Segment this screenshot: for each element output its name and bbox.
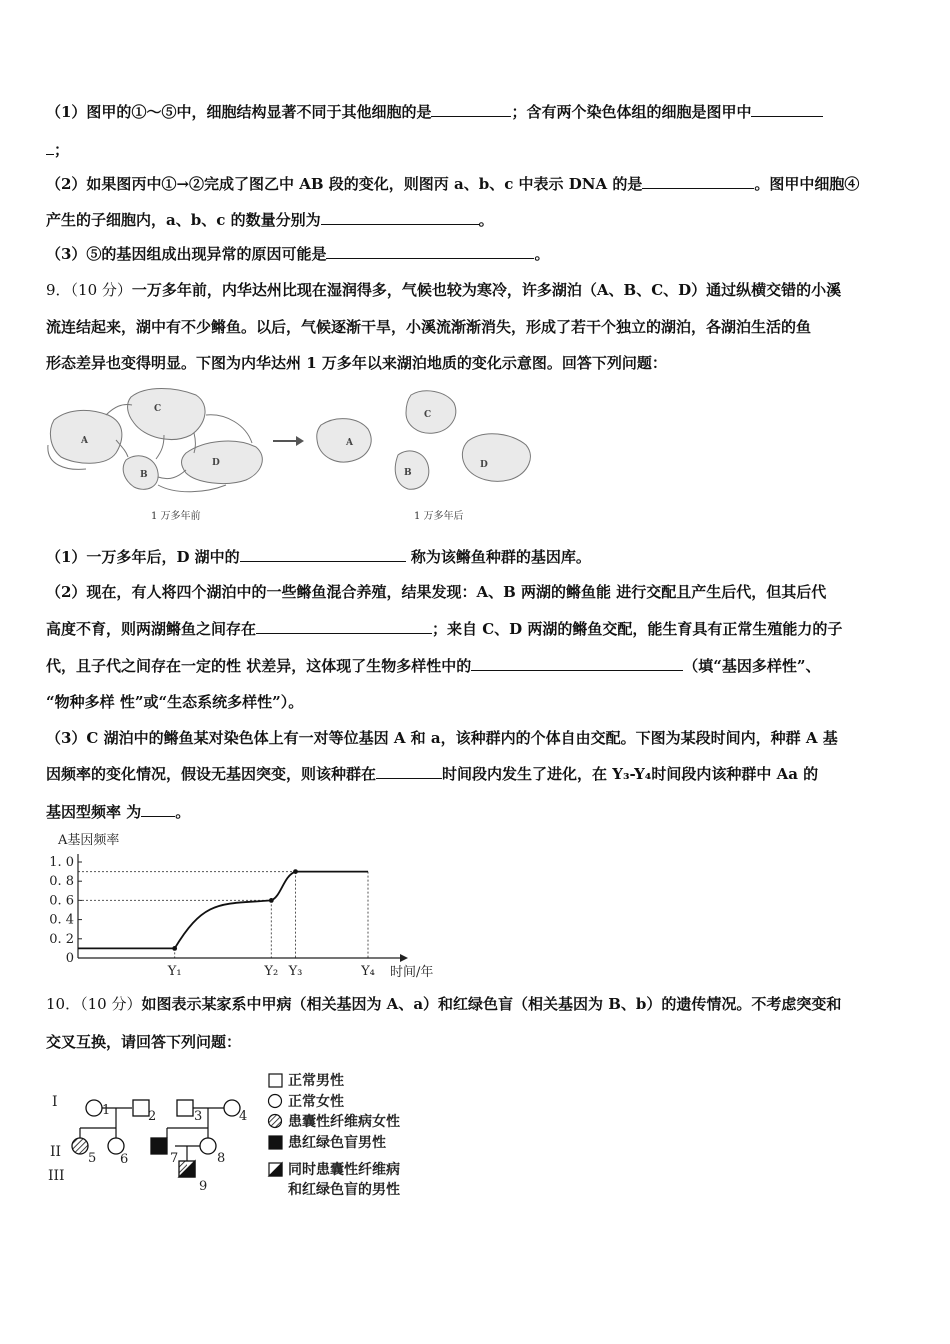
answer-blank[interactable] [751,102,823,117]
individual-3-male [177,1100,193,1116]
individual-number: 5 [88,1151,97,1166]
q9-sub2-text-d: 代，且子代之间存在一定的性 状差异，这体现了生物多样性中的 [46,657,472,675]
individual-4-female [224,1100,240,1116]
q9-intro-line1 [46,280,841,300]
q9-sub1-text: （1）一万多年后，D 湖中的 [46,548,240,566]
q10-intro-line1 [46,994,841,1014]
q9-sub2-text-e: （填“基因多样性”、 [683,657,821,675]
generation-label: I [52,1094,58,1110]
q10-intro-text-2: 交叉互换，请回答下列问题： [46,1033,242,1051]
individual-number: 8 [217,1151,226,1166]
q8-part2-end: 。 [478,211,494,229]
legend-label: 患红绿色盲男性 [288,1135,386,1151]
answer-blank[interactable] [240,547,406,562]
map-caption-after: 1 万多年后 [414,511,464,522]
answer-blank[interactable] [256,619,432,634]
y-tick-label: 0 [65,951,74,966]
q9-number: 9． [46,281,71,299]
q8-part1-text-b: ；含有两个染色体组的细胞是图甲中 [511,103,752,121]
q8-part1 [46,102,823,122]
individual-number: 4 [239,1109,248,1124]
q9-score: （10 分） [70,281,132,299]
q8-part2 [46,174,859,194]
y-tick-label: 1. 0 [49,855,74,870]
q9-intro-line2 [46,317,811,337]
q10-number: 10． [46,995,81,1013]
q9-sub3-line2 [46,764,818,784]
q9-intro-text: 一万多年前，内华达州比现在湿润得多，气候也较为寒冷，许多湖泊（A、B、C、D）通过纵横交错的小溪 [131,281,842,299]
q9-sub3-text-b: 因频率的变化情况，假设无基因突变，则该种群在 [46,765,377,783]
x-axis-arrow-icon [400,954,408,962]
answer-blank[interactable] [326,244,534,259]
legend-label: 同时患囊性纤维病 [288,1162,400,1178]
arrow-icon [273,436,304,446]
legend-label: 和红绿色盲的男性 [288,1182,400,1198]
individual-number: 9 [199,1179,208,1194]
x-tick-label: Y₁ [167,964,182,979]
legend-colorblind-male-icon [269,1136,282,1149]
legend-label: 正常男性 [288,1073,344,1089]
q8-part2-text-b: 。图甲中细胞④ [754,175,860,193]
q8-part2-text: （2）如果图丙中①→②完成了图乙中 AB 段的变化，则图丙 a、b、c 中表示 DNA 的是 [46,175,643,193]
q10-intro-line2 [46,1032,241,1052]
individual-number: 2 [148,1109,157,1124]
q8-part3-end: 。 [534,245,550,263]
individual-number: 6 [120,1152,129,1167]
q9-sub3-text-d: 基因型频率 为 [46,803,142,821]
q9-sub2-line1 [46,582,826,602]
individual-number: 7 [170,1151,179,1166]
series-line [78,872,368,949]
q9-sub2-text-b: 高度不育，则两湖鳉鱼之间存在 [46,620,257,638]
legend-affected-female-icon [269,1115,282,1128]
individual-7-colorblind-male [151,1138,167,1154]
lake-a-label-after: A [346,438,353,448]
x-tick-label: Y₃ [288,964,303,979]
q9-sub2-line2 [46,619,842,639]
lake-map-figure [46,385,546,530]
individual-number: 1 [102,1103,111,1118]
q9-sub3-text: （3）C 湖泊中的鳉鱼某对染色体上有一对等位基因 A 和 a，该种群内的个体自由交配。下图为某段时间内，种群 A 基 [46,729,838,747]
lake-d-label: D [212,458,220,468]
q9-intro-text-3: 形态差异也变得明显。下图为内华达州 1 万多年以来湖泊地质的变化示意图。回答下列问题： [46,354,667,372]
x-tick-label: Y₂ [264,964,279,979]
map-caption-before: 1 万多年前 [151,511,201,522]
legend-normal-female-icon [269,1095,282,1108]
q8-part3-text: （3）⑤的基因组成出现异常的原因可能是 [46,245,327,263]
data-point [269,898,274,903]
q9-sub2-text-f: “物种多样 性”或“生态系统多样性”）。 [46,693,304,711]
generation-label: III [48,1168,65,1184]
individual-number: 3 [194,1109,203,1124]
individual-2-male [133,1100,149,1116]
data-point [172,946,177,951]
lake-c-label-after: C [424,410,432,420]
q9-sub2-text-c: ；来自 C、D 两湖的鳉鱼交配，能生育具有正常生殖能力的子 [432,620,843,638]
q9-sub3-text-c: 时间段内发生了进化，在 Y₃-Y₄时间段内该种群中 Aa 的 [442,765,819,783]
q9-intro-line3 [46,353,667,373]
q9-sub3-line3 [46,802,190,822]
y-tick-label: 0. 8 [49,874,74,890]
individual-5-affected-female [72,1138,88,1154]
pedigree-figure [44,1064,444,1204]
q9-sub1-text-b: 称为该鳉鱼种群的基因库。 [405,548,591,566]
y-tick-label: 0. 6 [49,893,74,909]
answer-blank[interactable] [431,102,511,117]
q8-part2-text-c: 产生的子细胞内，a、b、c 的数量分别为 [46,211,321,229]
legend-label: 患囊性纤维病女性 [288,1114,400,1130]
lake-a-label: A [81,436,88,446]
q8-part3 [46,244,549,264]
q8-part1-text: （1）图甲的①～⑤中，细胞结构显著不同于其他细胞的是 [46,103,432,121]
individual-1-female [86,1100,102,1116]
individual-8-female [200,1138,216,1154]
answer-blank[interactable] [141,802,175,817]
y-tick-label: 0. 4 [49,912,74,928]
lake-b-label-after: B [404,468,412,478]
lake-b-label: B [140,470,148,480]
q9-sub1 [46,547,591,567]
gene-frequency-chart [40,828,460,980]
data-point [293,869,298,874]
y-tick-label: 0. 2 [49,931,74,947]
q10-intro-text: 如图表示某家系中甲病（相关基因为 A、a）和红绿色盲（相关基因为 B、b）的遗传情况。不考虑突变和 [141,995,842,1013]
generation-label: II [50,1144,62,1160]
lake-c-label: C [154,404,162,414]
q9-sub2-line4 [46,692,303,712]
q9-sub2-text: （2）现在，有人将四个湖泊中的一些鳉鱼混合养殖，结果发现：A、B 两湖的鳉鱼能 进行交配且产生后代，但其后代 [46,583,827,601]
answer-blank[interactable] [321,210,479,225]
q8-part1-end: ； [54,141,70,159]
x-tick-label: Y₄ [361,964,375,979]
q9-sub3-line1 [46,728,838,748]
q8-part1-cont [46,140,69,160]
q9-sub3-text-e: 。 [175,803,191,821]
q9-intro-text-2: 流连结起来，湖中有不少鳉鱼。以后，气候逐渐干旱，小溪流渐渐消失，形成了若干个独立的湖泊，各湖泊生活的鱼 [46,318,812,336]
legend-label: 正常女性 [288,1094,344,1110]
answer-blank[interactable] [46,140,54,155]
answer-blank[interactable] [471,656,683,671]
chart-xlabel: 时间/年 [390,965,434,980]
answer-blank[interactable] [376,764,442,779]
legend-normal-male-icon [269,1074,282,1087]
q10-score: （10 分） [80,995,142,1013]
lake-d-label-after: D [480,460,488,470]
answer-blank[interactable] [642,174,754,189]
q8-part2-cont [46,210,494,230]
q9-sub2-line3 [46,656,821,676]
chart-ylabel: A基因频率 [58,833,120,848]
